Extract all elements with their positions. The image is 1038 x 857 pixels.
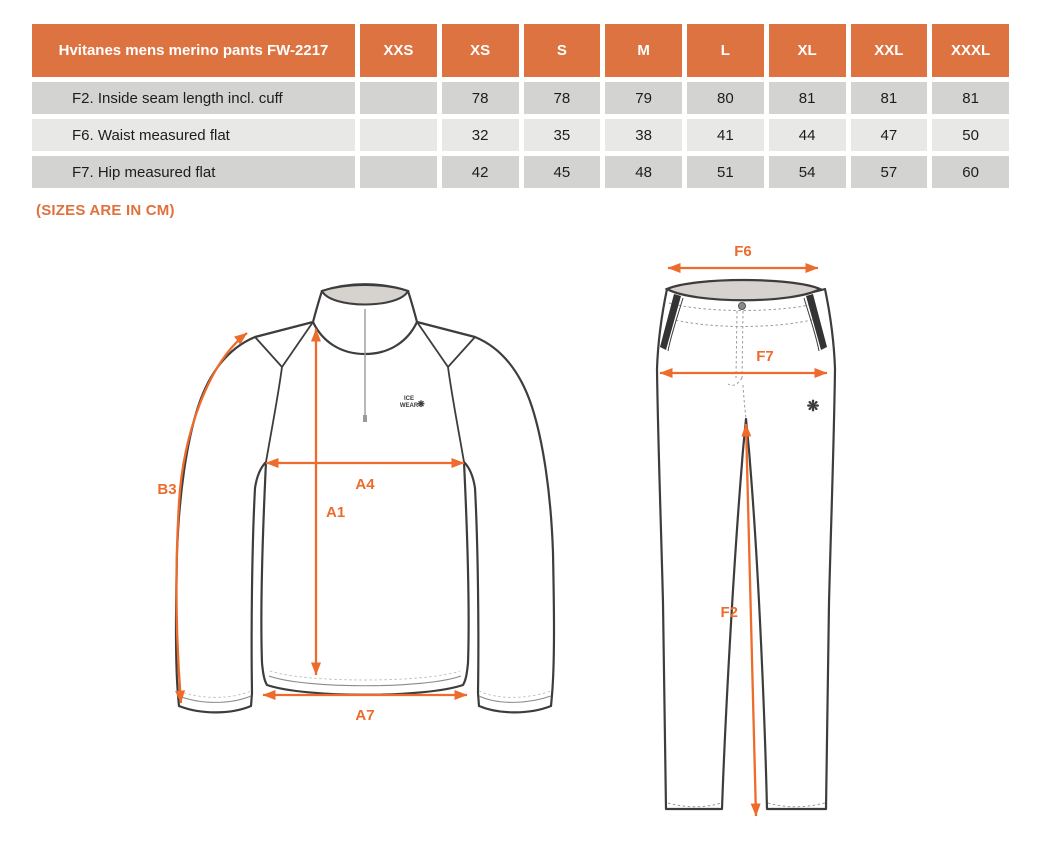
cell-f2-l: 80 [687,82,764,114]
snowflake-icon: ❋ [806,398,820,415]
units-note: (SIZES ARE IN CM) [36,202,175,219]
label-a4: A4 [355,476,375,493]
size-header-l: L [687,24,764,77]
label-f2: F2 [720,604,738,621]
label-b3: B3 [157,481,177,498]
cell-f2-xl: 81 [769,82,846,114]
label-f7: F7 [756,348,774,365]
cell-f7-xxs [360,156,437,188]
cell-f2-m: 79 [605,82,682,114]
logo-text-wear: WEAR [399,403,419,409]
cell-f7-l: 51 [687,156,764,188]
size-header-xl: XL [769,24,846,77]
cell-f7-xs: 42 [442,156,519,188]
cell-f7-s: 45 [524,156,601,188]
pants-outline [657,289,835,809]
size-header-m: M [605,24,682,77]
size-header-s: S [524,24,601,77]
table-title: Hvitanes mens merino pants FW-2217 [32,24,355,77]
label-f6: F6 [734,243,752,260]
waist-button [739,303,746,310]
cell-f7-xl: 54 [769,156,846,188]
cell-f2-xxs [360,82,437,114]
row-label-f2: F2. Inside seam length incl. cuff [32,82,355,114]
cell-f6-xxl: 47 [851,119,928,151]
cell-f2-xs: 78 [442,82,519,114]
size-header-xs: XS [442,24,519,77]
size-table [32,24,1009,188]
row-label-f6: F6. Waist measured flat [32,119,355,151]
cell-f6-xxs [360,119,437,151]
cell-f6-xxxl: 50 [932,119,1009,151]
cell-f7-xxxl: 60 [932,156,1009,188]
cell-f6-xl: 44 [769,119,846,151]
cell-f2-s: 78 [524,82,601,114]
cell-f7-m: 48 [605,156,682,188]
cell-f6-s: 35 [524,119,601,151]
cell-f7-xxl: 57 [851,156,928,188]
cell-f6-xs: 32 [442,119,519,151]
cell-f6-l: 41 [687,119,764,151]
size-header-xxs: XXS [360,24,437,77]
label-a7: A7 [355,707,375,724]
cell-f2-xxl: 81 [851,82,928,114]
shirt-diagram [150,245,580,745]
cell-f6-m: 38 [605,119,682,151]
size-header-xxxl: XXXL [932,24,1009,77]
row-label-f7: F7. Hip measured flat [32,156,355,188]
size-header-xxl: XXL [851,24,928,77]
pants-diagram [615,243,895,853]
logo-text-ice: ICE [403,396,415,402]
label-a1: A1 [326,504,346,521]
snowflake-icon: ❋ [417,399,425,409]
cell-f2-xxxl: 81 [932,82,1009,114]
